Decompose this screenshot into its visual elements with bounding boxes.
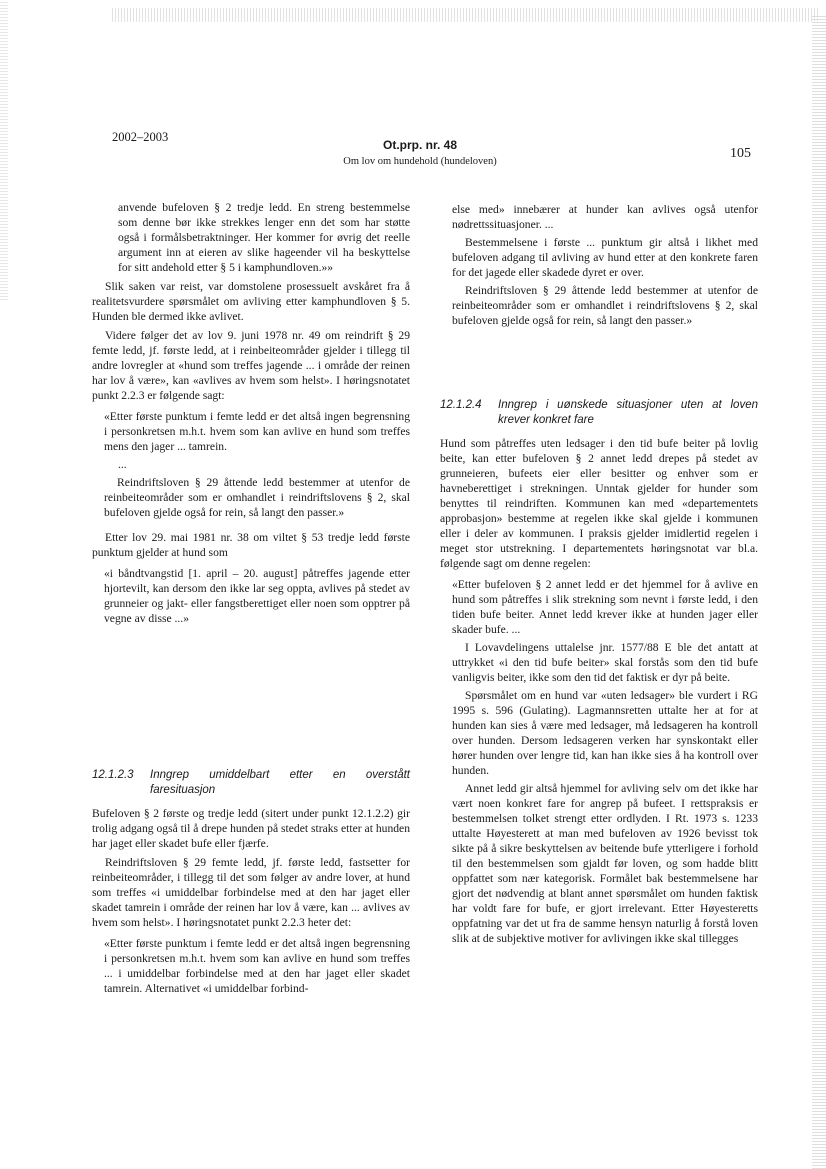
section-title: Inngrep umiddelbart etter en overstått faresituasjon	[150, 769, 410, 796]
section-number: 12.1.2.3	[92, 769, 134, 781]
quote-paragraph: Reindriftsloven § 29 åttende ledd bestemmer at utenfor de reinbeiteområder som er omhandlet i reindriftslovens § 2, skal bufeloven gjelde også for rein, så langt den passer.»	[452, 284, 758, 327]
spacer	[92, 636, 410, 754]
paragraph: Hund som påtreffes uten ledsager i den tid bufe beiter på lovlig beite, kan etter bufeloven § 2 annet ledd drepes på stedet av grunneieren, bufeets eier eller besitter og enhver som er havneberettiget i strekningen. Unntak gjelder for hunder som benyttes til reindriften. Kommunen kan med «departementets approbasjon» bestemme at regelen ikke skal gjelde i kommunen eller i deler av kommunen. I praksis gjelder imidlertid regelen i meget stor utstrekning. I departementets høringsnotat var bl.a. følgende sagt om denne regelen:	[440, 437, 758, 570]
block-quote	[440, 577, 758, 946]
scan-edge-left	[0, 0, 8, 300]
quote-paragraph: «Etter første punktum i femte ledd er det altså ingen begrensning i personkretsen m.h.t. hvem som kan avlive en hund som treffes mens den jager ... tamrein.	[104, 410, 410, 453]
paragraph: Bufeloven § 2 første og tredje ledd (sitert under punkt 12.1.2.2) gir trolig adgang også til å drepe hunden på stedet straks etter at hunden har jaget eller skadet bufe eller fjærfe.	[92, 807, 410, 850]
document-subtitle: Om lov om hundehold (hundeloven)	[343, 156, 497, 167]
left-column	[92, 200, 410, 1006]
quote-paragraph: «Etter bufeloven § 2 annet ledd er det hjemmel for å avlive en hund som påtreffes i slik strekning som nevnt i første ledd, i den tiden bufe beiter. Annet ledd krever ikke at hunden jager eller skader bufe. ...	[452, 578, 758, 636]
block-quote	[92, 409, 410, 520]
paragraph: Etter lov 29. mai 1981 nr. 38 om viltet § 53 tredje ledd første punktum gjelder at hund som	[92, 531, 410, 559]
section-heading	[440, 398, 758, 428]
paragraph: Reindriftsloven § 29 femte ledd, jf. første ledd, fastsetter for reinbeiteområder, i tillegg til det som følger av andre lover, at hund som treffes «i umiddelbar forbindelse med at den har jaget eller skadet tamrein i område der reinen har lov å være, kan ... avlives av hvem som helst». I høringsnotatet punkt 2.2.3 heter det:	[92, 856, 410, 929]
header-center	[300, 138, 540, 167]
quote-paragraph: Spørsmålet om en hund var «uten ledsager» ble vurdert i RG 1995 s. 596 (Gulating). Lagmannsretten uttalte her at for at hunden kan sies å være med ledsager, må ledsageren ha kontroll over hunden. Dersom ledsageren verken har synskontakt eller hører hunden over lengre tid, kan han ikke sies å ha kontroll over hunden.	[452, 689, 758, 777]
paragraph: Videre følger det av lov 9. juni 1978 nr. 49 om reindrift § 29 femte ledd, jf. første ledd, at i reinbeiteområder gjelder i tillegg til andre lovregler at «hund som treffes jagende ... i område der reinen har lov å være», kan «avlives av hvem som helst». I høringsnotatet punkt 2.2.3 er følgende sagt:	[92, 329, 410, 402]
spacer	[440, 338, 758, 384]
section-number: 12.1.2.4	[440, 399, 482, 411]
paragraph: Slik saken var reist, var domstolene prosessuelt avskåret fra å realitetsvurdere spørsmålet om avliving etter kamphundloven § 5. Hunden ble dermed ikke avlivet.	[92, 280, 410, 323]
section-heading	[92, 768, 410, 798]
page-number: 105	[730, 146, 751, 161]
scan-edge-right	[812, 16, 826, 1169]
paragraph: anvende bufeloven § 2 tredje ledd. En streng bestemmelse som denne bør ikke strekkes lenger enn det som har støtte også i formålsbetraktninger. Her kommer for øvrig det reelle argument inn at eieren av slike hageender vil ha beskyttelse for sitt andehold etter § 5 i kamphundloven.»»	[118, 201, 410, 274]
quote-paragraph: Reindriftsloven § 29 åttende ledd bestemmer at utenfor de reinbeiteområder som er omhandlet i reindriftslovens § 2, skal bufeloven gjelde også for rein, så langt den passer.»	[104, 476, 410, 519]
block-quote	[440, 202, 758, 328]
quote-paragraph: I Lovavdelingens uttalelse jnr. 1577/88 E ble det antatt at uttrykket «i den tid bufe beiter» skal forstås som den tid bufe vanligvis beiter, ikke som den tid det faktisk er dyr på beite.	[452, 641, 758, 684]
quote-paragraph: else med» innebærer at hunder kan avlives også utenfor nødrettssituasjoner. ...	[452, 203, 758, 231]
document-title: Ot.prp. nr. 48	[382, 138, 457, 152]
quote-paragraph: «Etter første punktum i femte ledd er det altså ingen begrensning i personkretsen m.h.t. hvem som kan avlive en hund som treffes ... i umiddelbar forbindelse med at den har jaget eller skadet tamrein. Alternativet «i umiddelbar forbind-	[104, 937, 410, 995]
block-quote	[92, 566, 410, 626]
quote-ellipsis: ...	[118, 458, 127, 471]
quote-paragraph: «i båndtvangstid [1. april – 20. august] påtreffes jagende etter hjortevilt, kan dersom den ikke lar seg oppta, avlives på stedet av grunneier og jakt- eller fangstberettiget eller noen som opptrer på vegne av disse ...»	[104, 567, 410, 625]
header-year: 2002–2003	[112, 130, 169, 144]
section-title: Inngrep i uønskede situasjoner uten at loven krever konkret fare	[498, 399, 758, 426]
right-column	[440, 202, 758, 956]
quote-paragraph: Bestemmelsene i første ... punktum gir altså i likhet med bufeloven adgang til avliving av hund etter at den konkrete faren for det jagede eller skadede dyret er over.	[452, 236, 758, 279]
scan-edge-top	[112, 8, 820, 22]
quote-paragraph: Annet ledd gir altså hjemmel for avliving selv om det ikke har vært noen konkret fare for angrep på bufeet. I rettspraksis er bestemmelsen tolket strengt etter ordlyden. I Rt. 1973 s. 1233 uttalte Høyesterett at man med bufeloven av 1926 bevisst tok sikte på å sikre beskyttelsen av beitende bufe ytterligere i forhold til den bestemmelsen som gjaldt før loven, og som hadde blitt oppfattet som nær kategorisk. Formålet bak bestemmelsene har gjort det nødvendig at blant annet spørsmålet om hunden faktisk har voldt fare for bufe, er gjort irrelevant. Etter Høyesteretts oppfatning var det ut fra de samme hensyn naturlig å forstå loven slik at de subjektive motiver for avlivingen ikke skal tillegges	[452, 782, 758, 945]
block-quote	[92, 936, 410, 996]
